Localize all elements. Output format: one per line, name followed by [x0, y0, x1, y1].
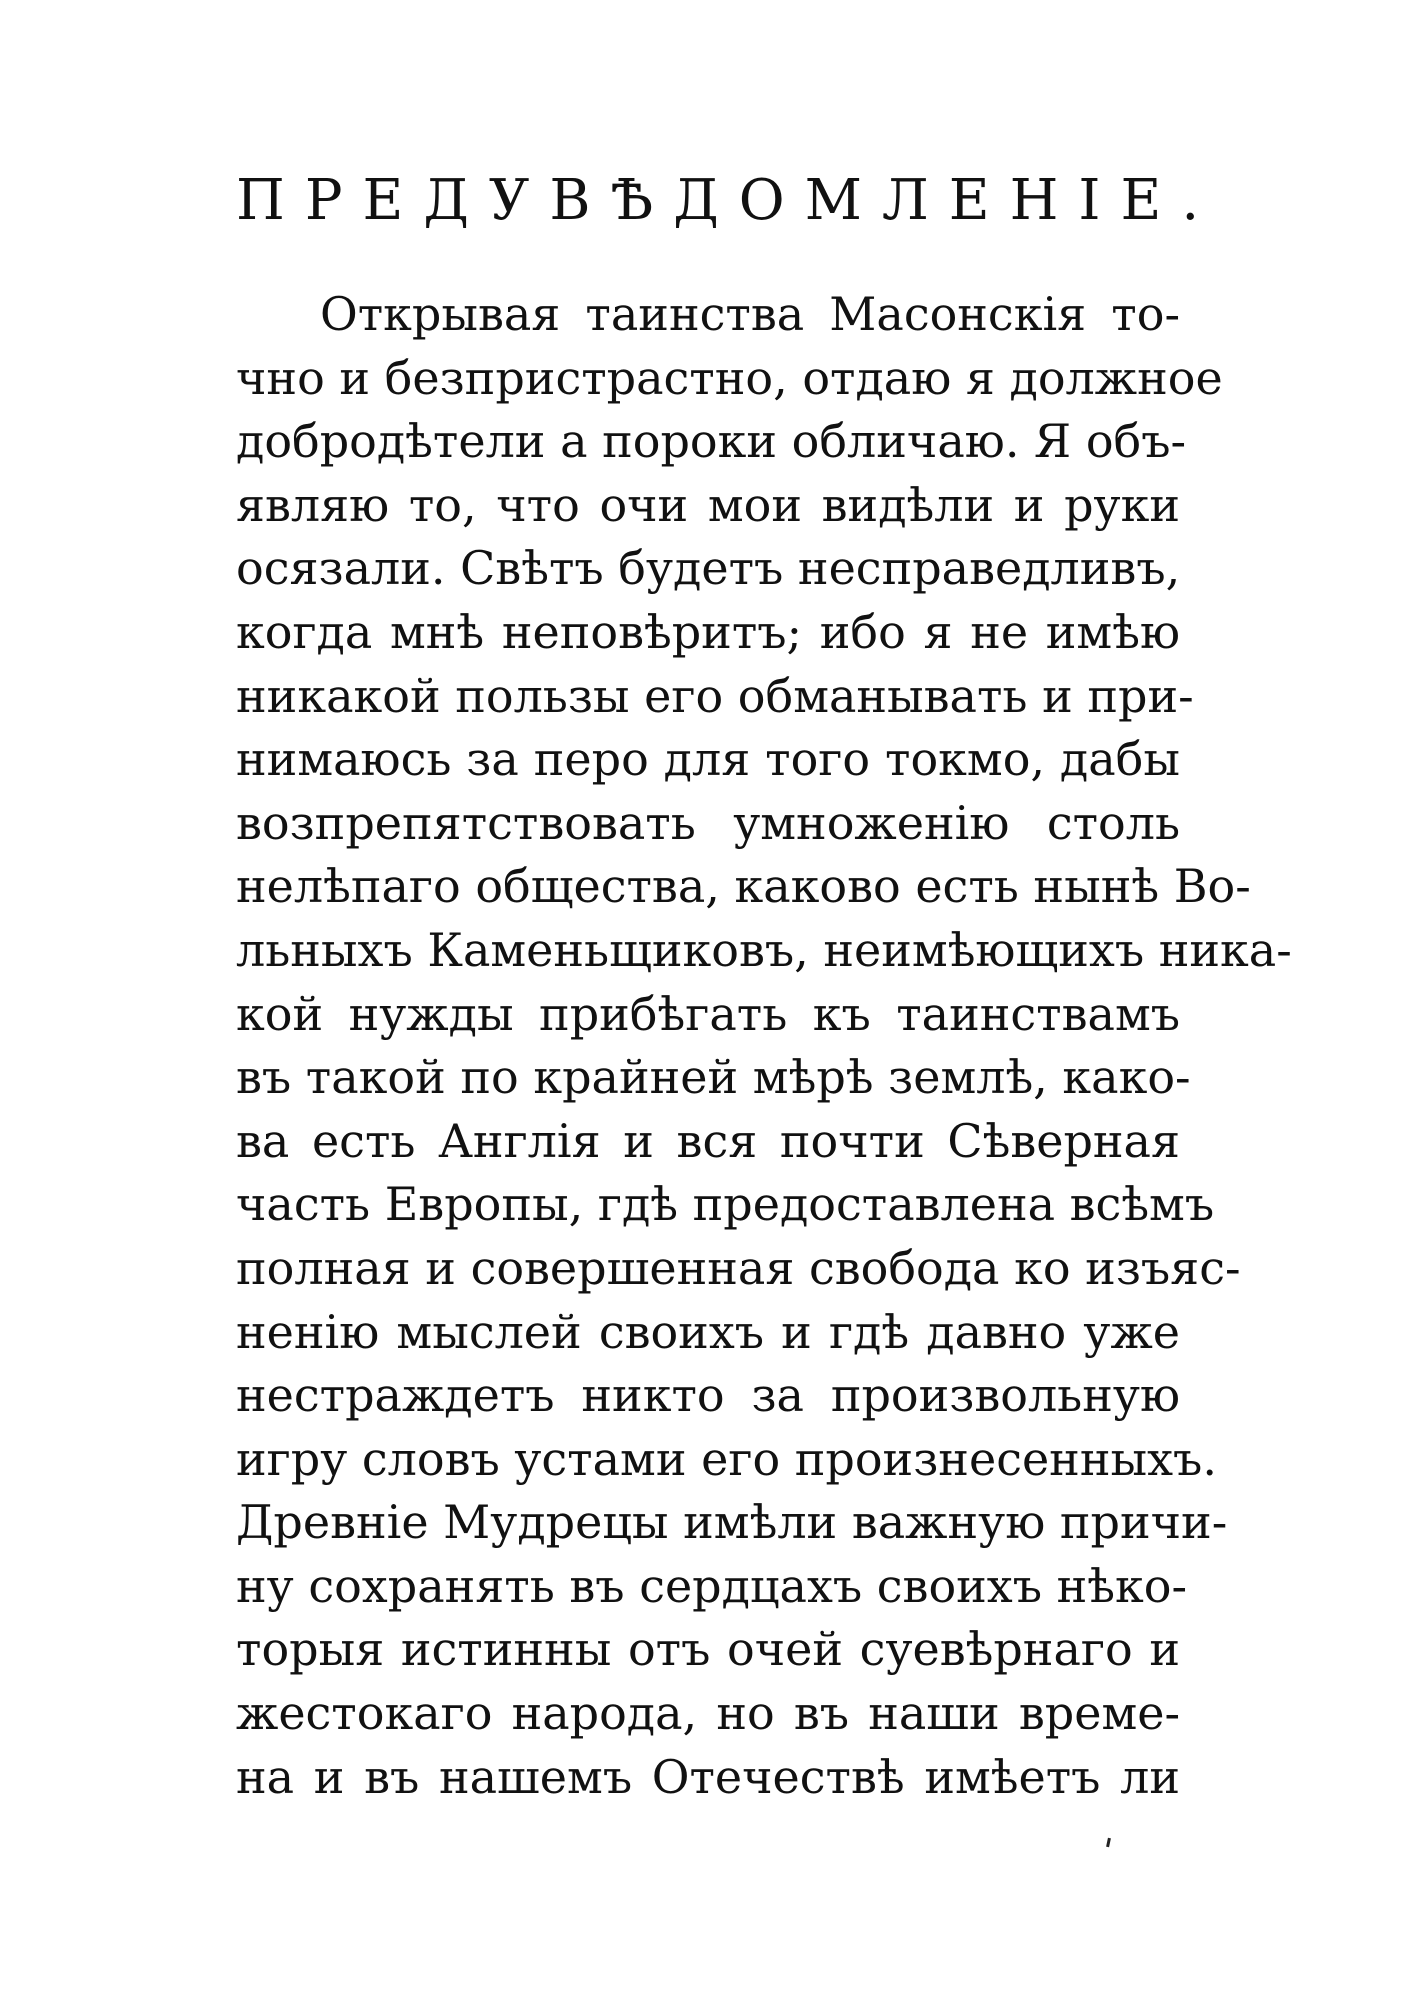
text-line: на и въ нашемъ Отечествѣ имѣетъ ли: [236, 1749, 1180, 1804]
text-line: жестокаго народа, но въ наши време-: [236, 1686, 1180, 1741]
text-line: торыя истинны отъ очей суевѣрнаго и: [236, 1622, 1180, 1677]
text-line: когда мнѣ неповѣритъ; ибо я не имѣю: [236, 604, 1180, 659]
text-line: чно и безпристрастно, отдаю я должное: [236, 350, 1223, 405]
body-text: [236, 283, 1292, 1809]
text-line: Древніе Мудрецы имѣли важную причи-: [236, 1495, 1228, 1550]
text-line: осязали. Свѣтъ будетъ несправедливъ,: [236, 541, 1181, 596]
text-line: ненію мыслей своихъ и гдѣ давно уже: [236, 1304, 1180, 1359]
text-line: возпрепятствовать умноженію столь: [236, 795, 1180, 850]
text-line: ну сохранять въ сердцахъ своихъ нѣко-: [236, 1558, 1188, 1613]
text-line: нестраждетъ никто за произвольную: [236, 1368, 1180, 1423]
text-line: никакой пользы его обманывать и при-: [236, 668, 1194, 723]
text-line: добродѣтели а пороки обличаю. Я объ-: [236, 414, 1187, 469]
text-line: игру словъ устами его произнесенныхъ.: [236, 1431, 1217, 1486]
text-line: нимаюсь за перо для того токмо, дабы: [236, 732, 1180, 787]
text-line: полная и совершенная свобода ко изъяс-: [236, 1240, 1241, 1295]
text-line: являю то, что очи мои видѣли и руки: [236, 477, 1180, 532]
text-line: въ такой по крайней мѣрѣ землѣ, како-: [236, 1050, 1191, 1105]
page-heading: ПРЕДУВѢДОМЛЕНІЕ.: [236, 168, 1220, 233]
text-line: льныхъ Каменьщиковъ, неимѣющихъ ника-: [236, 922, 1292, 977]
text-line: кой нужды прибѣгать къ таинствамъ: [236, 986, 1180, 1041]
text-line: Открывая таинства Масонскія то-: [320, 287, 1180, 341]
ink-speck: [1106, 1838, 1111, 1847]
text-line: ва есть Англія и вся почти Сѣверная: [236, 1113, 1180, 1168]
text-line: нелѣпаго общества, каково есть нынѣ Во-: [236, 859, 1251, 914]
text-line: часть Европы, гдѣ предоставлена всѣмъ: [236, 1177, 1215, 1232]
